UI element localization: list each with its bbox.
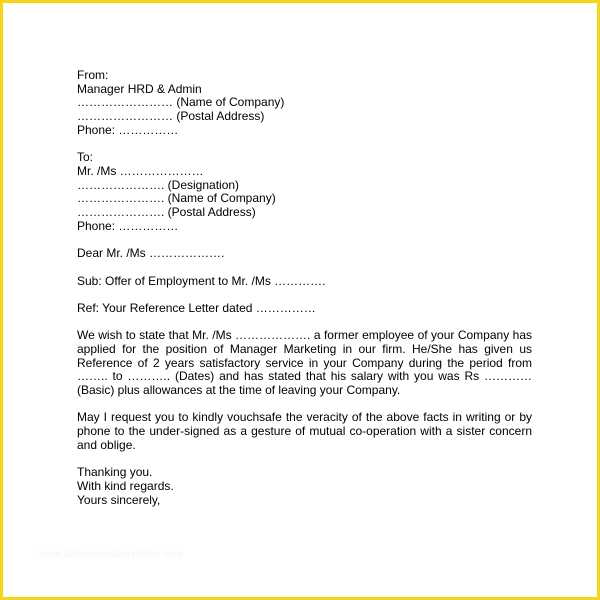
to-line: …………………. (Name of Company) [77,191,276,206]
from-line: Phone: …………… [77,122,179,137]
from-line: …………………… (Postal Address) [77,109,265,124]
from-line: Manager HRD & Admin [77,81,202,96]
closing-line: With kind regards. [77,478,174,493]
to-heading: To: [77,150,94,165]
closing-block [77,466,532,507]
body-paragraph-2: May I request you to kindly vouchsafe the veracity of the above facts in writing or by phone to the under-signed as a gesture of mutual co-operation with a sister concern and oblige. [77,410,532,452]
to-line: Mr. /Ms ………………… [77,163,204,178]
to-block [77,151,532,233]
closing-line: Thanking you. [77,465,153,480]
reference-line: Ref: Your Reference Letter dated …………… [77,300,316,315]
from-heading: From: [77,68,109,82]
watermark-text: www.allbusinesstemplates.com [39,549,183,560]
body-paragraph-1: We wish to state that Mr. /Ms ………………. a former employee of your Company has applied for the position of Manager Marketing in our firm. He/She has given us Reference of 2 years satisfactory service in your Company during the period from …….. to ……….. (Dates) and has stated that his salary with you was Rs ………… (Basic) plus allowances at the time of leaving your Company. [77,328,532,398]
closing-line: Yours sincerely, [77,492,161,507]
from-block [77,69,532,138]
to-line: …………………. (Postal Address) [77,205,256,220]
letter-body [77,69,532,507]
salutation: Dear Mr. /Ms ………………. [77,246,225,261]
to-line: Phone: …………… [77,218,179,233]
subject-line: Sub: Offer of Employment to Mr. /Ms …………. [77,273,326,288]
from-line: …………………… (Name of Company) [77,95,285,110]
to-line: …………………. (Designation) [77,177,240,192]
